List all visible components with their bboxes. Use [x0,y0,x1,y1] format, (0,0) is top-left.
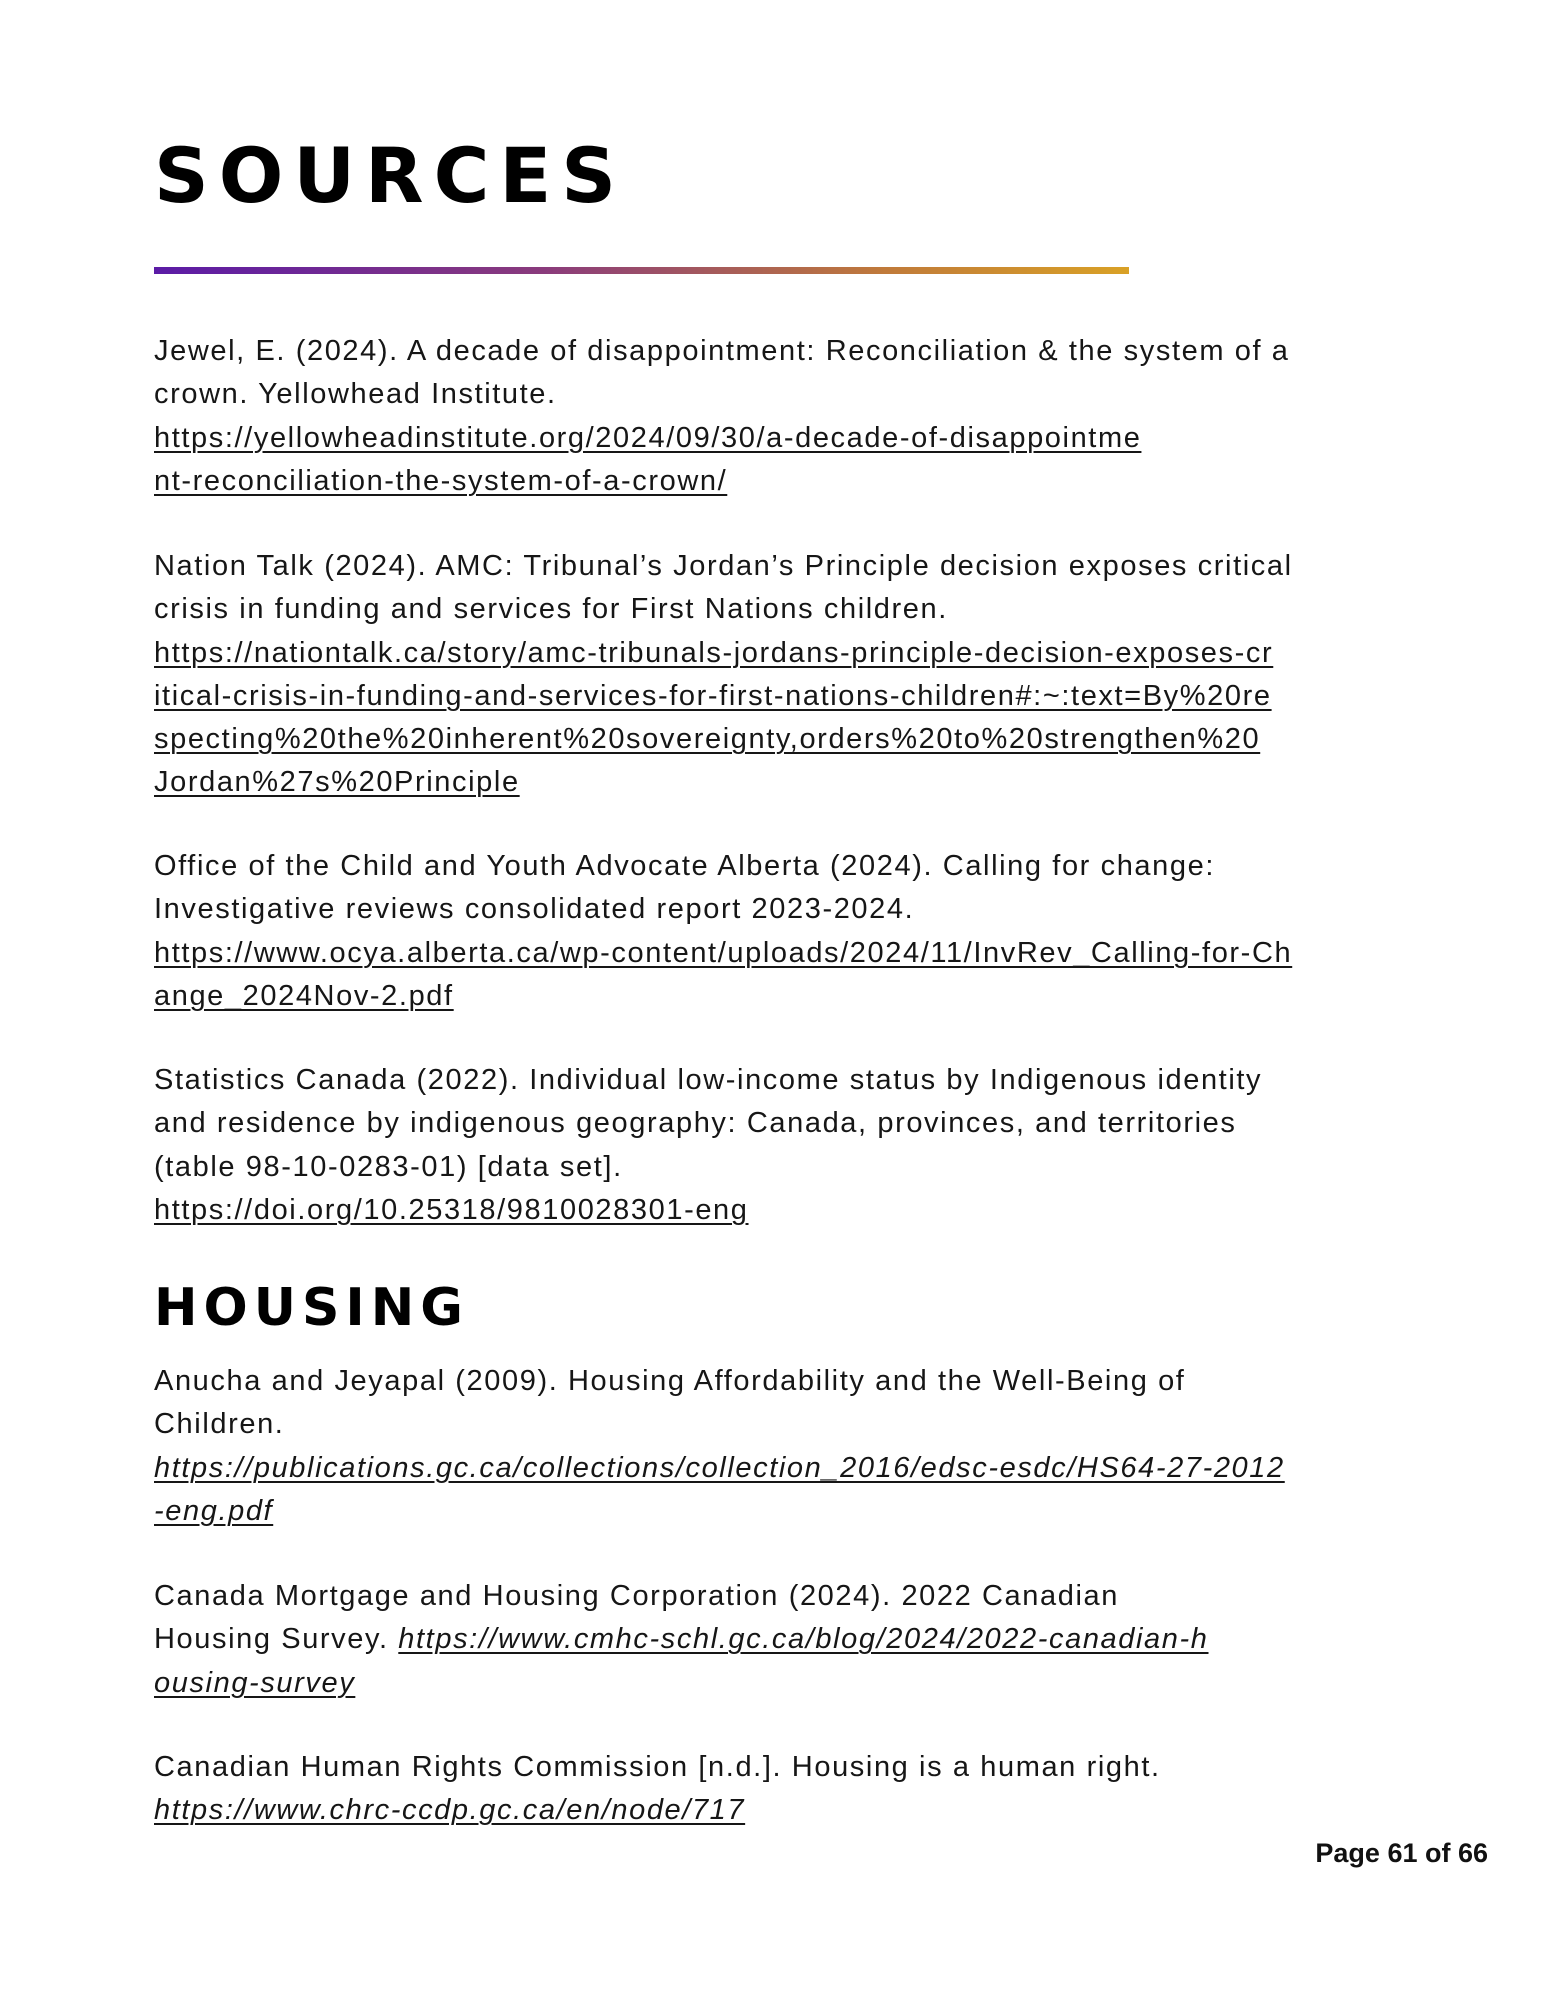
source-entry [154,1575,1214,1705]
source-citation: Office of the Child and Youth Advocate Alberta (2024). Calling for change: Investigative reviews consolidated report 2023-2024. [154,850,1215,926]
source-citation: Canadian Human Rights Commission [n.d.]. Housing is a human right. [154,1751,1161,1783]
source-link[interactable]: https://publications.gc.ca/collections/collection_2016/edsc-esdc/HS64-27-2012-eng.pdf [154,1451,1285,1527]
source-link[interactable]: https://yellowheadinstitute.org/2024/09/30/a-decade-of-disappointment-reconciliation-the-system-of-a-crown/ [154,421,1142,497]
source-entry [154,1746,1294,1833]
source-citation: Anucha and Jeyapal (2009). Housing Affordability and the Well-Being of Children. [154,1365,1186,1441]
source-entry [154,545,1294,805]
section-heading-housing: HOUSING [154,1278,469,1338]
source-link[interactable]: https://doi.org/10.25318/9810028301-eng [154,1193,749,1226]
source-citation: Jewel, E. (2024). A decade of disappointment: Reconciliation & the system of a crown. Yellowhead Institute. [154,335,1290,411]
page-number: Page 61 of 66 [1315,1838,1488,1868]
page-title: SOURCES [154,131,627,220]
title-gradient-rule [154,267,1129,274]
source-citation: Canada Mortgage and Housing Corporation (2024). 2022 Canadian Housing Survey. [154,1580,1119,1656]
source-link[interactable]: https://www.ocya.alberta.ca/wp-content/uploads/2024/11/InvRev_Calling-for-Change_2024Nov-2.pdf [154,936,1293,1012]
source-link[interactable]: https://www.chrc-ccdp.gc.ca/en/node/717 [154,1794,746,1827]
source-citation: Statistics Canada (2022). Individual low-income status by Indigenous identity and residence by indigenous geography: Canada, provinces, and territories (table 98-10-0283-01) [data set]. [154,1064,1263,1183]
source-citation: Nation Talk (2024). AMC: Tribunal’s Jordan’s Principle decision exposes critical crisis in funding and services for First Nations children. [154,550,1293,626]
source-link[interactable]: https://www.cmhc-schl.gc.ca/blog/2024/2022-canadian-housing-survey [154,1623,1209,1699]
source-link[interactable]: https://nationtalk.ca/story/amc-tribunals-jordans-principle-decision-exposes-critical-crisis-in-funding-and-services-for-first-nations-children#:~:text=By%20respecting%20the%20inherent%20sovereignty,orders%20to%20strengthen%20Jordan%27s%20Principle [154,636,1274,799]
source-entry [154,1360,1294,1533]
source-entry [154,1059,1274,1232]
source-entry [154,845,1304,1018]
source-entry [154,330,1304,503]
